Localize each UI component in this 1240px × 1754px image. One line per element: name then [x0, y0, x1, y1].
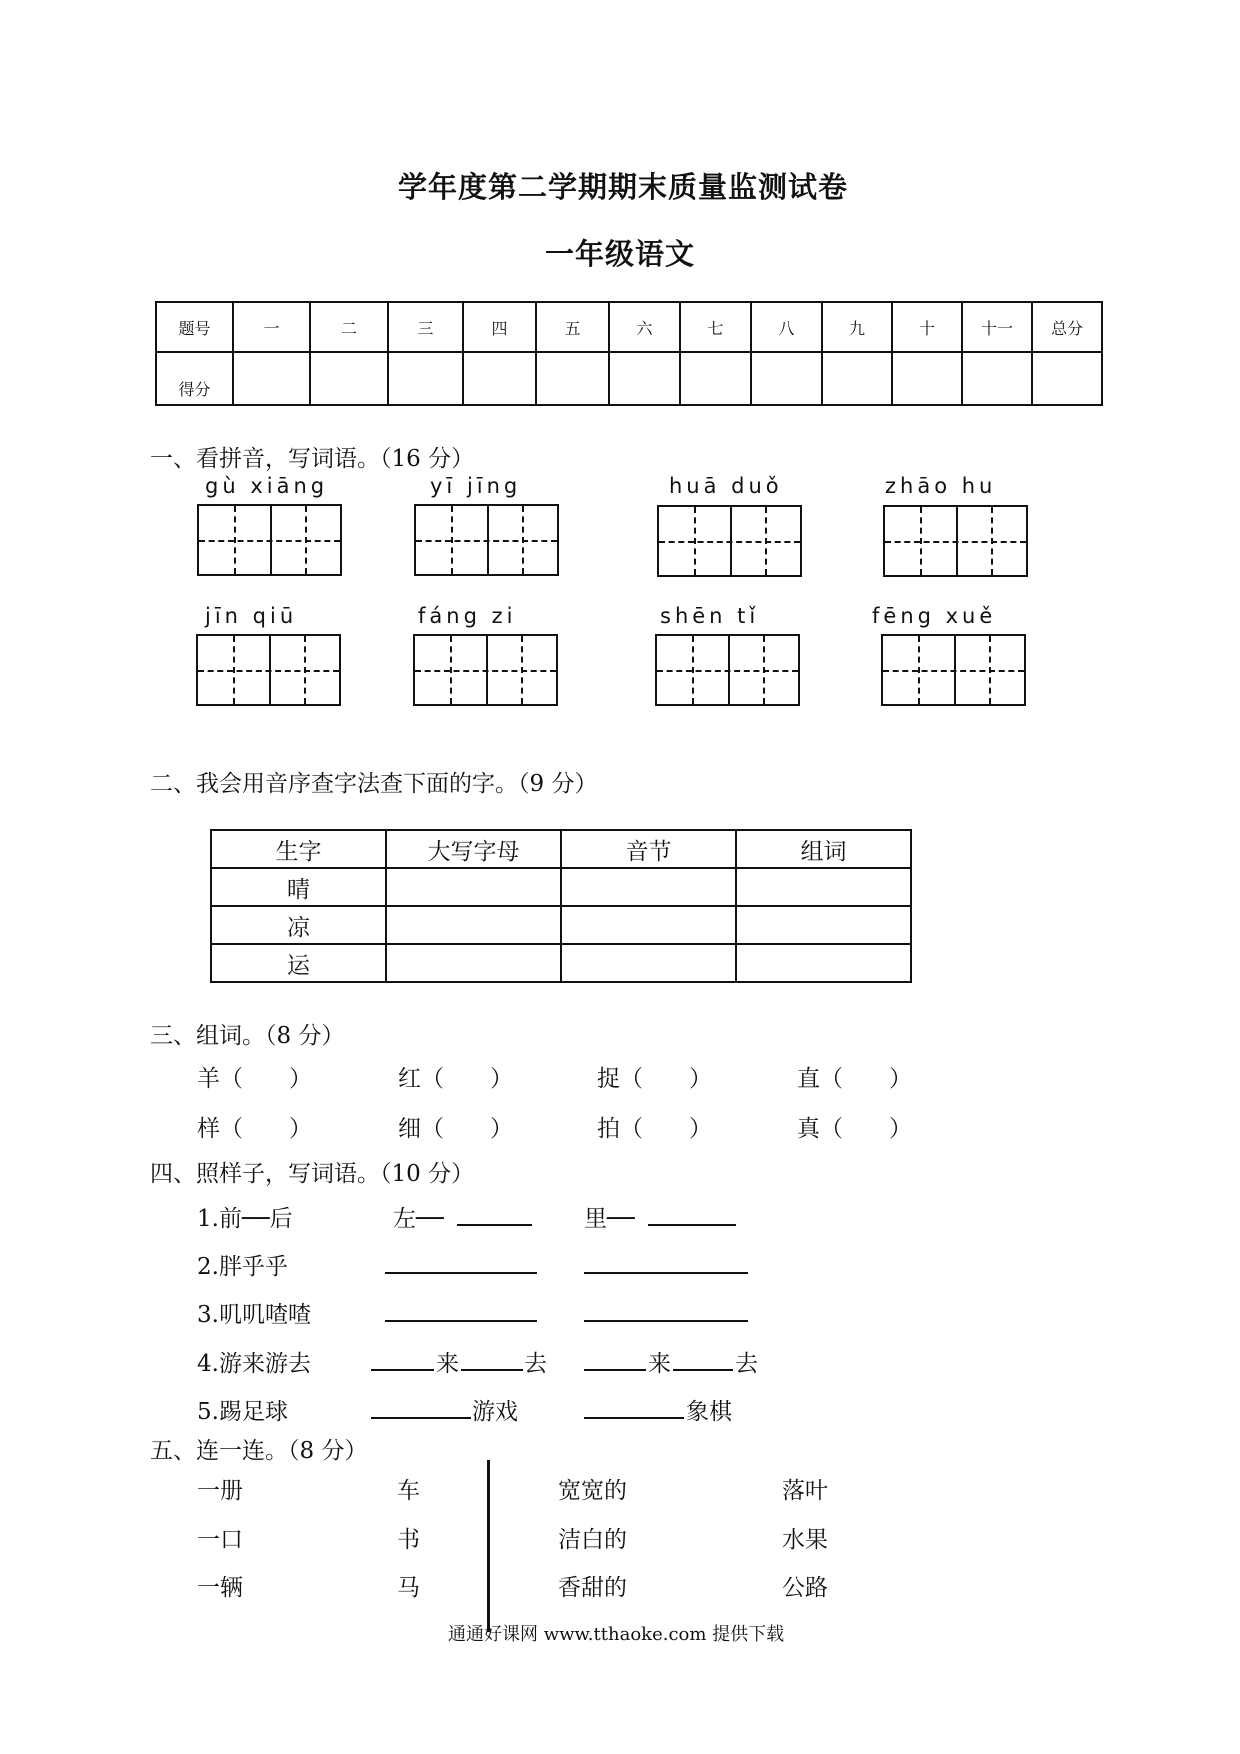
pinyin-label: gù xiāng [205, 474, 329, 498]
word-item: 样（ ） [197, 1116, 312, 1142]
example-word: 4.游来游去 [197, 1351, 311, 1377]
match-item-right[interactable]: 水果 [782, 1527, 828, 1553]
lookup-header-row [211, 830, 911, 868]
answer-blank[interactable] [457, 1202, 532, 1226]
lookup-header-cell: 大写字母 [386, 830, 561, 868]
match-item-right[interactable]: 马 [397, 1575, 420, 1601]
word-item: 直（ ） [797, 1066, 912, 1092]
example-word: 1.前──后 [197, 1206, 293, 1232]
fixed-word: 游戏 [472, 1399, 518, 1425]
score-cell: 十一 [962, 302, 1032, 352]
writing-grid[interactable] [657, 505, 802, 577]
answer-cell[interactable] [561, 868, 736, 906]
fixed-char: 来 [436, 1351, 459, 1377]
word-item: 红（ ） [398, 1066, 513, 1092]
score-cell: 九 [822, 302, 892, 352]
answer-blank[interactable] [584, 1298, 748, 1322]
writing-grid[interactable] [655, 634, 800, 706]
section4-heading: 四、照样子，写词语。（10 分） [150, 1161, 475, 1187]
score-input-cell[interactable] [822, 352, 892, 405]
score-cell: 总分 [1032, 302, 1102, 352]
pinyin-label: shēn tǐ [660, 604, 760, 628]
writing-grid[interactable] [196, 634, 341, 706]
lookup-header-cell: 组词 [736, 830, 911, 868]
section3-heading: 三、组词。（8 分） [150, 1023, 345, 1049]
writing-grid[interactable] [414, 504, 559, 576]
score-input-cell[interactable] [751, 352, 822, 405]
pinyin-label: huā duǒ [669, 474, 783, 498]
pinyin-label: jīn qiū [205, 604, 298, 628]
writing-grid[interactable] [881, 634, 1026, 706]
score-input-cell[interactable] [463, 352, 536, 405]
score-cell: 一 [233, 302, 310, 352]
match-item-left[interactable]: 一口 [197, 1527, 243, 1553]
antonym-prompt: 里── [584, 1206, 635, 1232]
answer-cell[interactable] [561, 944, 736, 982]
match-item-left[interactable]: 一册 [197, 1478, 243, 1504]
answer-blank[interactable] [584, 1250, 748, 1274]
answer-blank[interactable] [371, 1347, 434, 1371]
match-item-left[interactable]: 宽宽的 [558, 1478, 627, 1504]
lookup-row [211, 906, 911, 944]
score-cell: 五 [536, 302, 609, 352]
score-cell: 三 [388, 302, 463, 352]
lookup-header-cell: 生字 [211, 830, 386, 868]
answer-cell[interactable] [386, 944, 561, 982]
answer-cell[interactable] [736, 906, 911, 944]
score-cell: 二 [310, 302, 388, 352]
divider-line [487, 1460, 490, 1632]
score-cell: 七 [680, 302, 751, 352]
lookup-header-cell: 音节 [561, 830, 736, 868]
page-subtitle: 一年级语文 [545, 237, 696, 271]
match-item-right[interactable]: 落叶 [782, 1478, 828, 1504]
word-item: 真（ ） [797, 1116, 912, 1142]
answer-cell[interactable] [736, 868, 911, 906]
word-item: 羊（ ） [197, 1066, 312, 1092]
pinyin-label: zhāo hu [885, 474, 997, 498]
word-item: 细（ ） [398, 1116, 513, 1142]
match-item-right[interactable]: 书 [397, 1527, 420, 1553]
writing-grid[interactable] [197, 504, 342, 576]
score-cell: 十 [892, 302, 962, 352]
match-item-left[interactable]: 一辆 [197, 1575, 243, 1601]
fixed-char: 去 [524, 1351, 547, 1377]
lookup-char: 凉 [211, 906, 386, 944]
match-item-left[interactable]: 香甜的 [558, 1575, 627, 1601]
page-title: 学年度第二学期期末质量监测试卷 [398, 170, 849, 204]
score-input-cell[interactable] [310, 352, 388, 405]
example-word: 5.踢足球 [197, 1399, 288, 1425]
score-input-cell[interactable] [233, 352, 310, 405]
section5-heading: 五、连一连。（8 分） [150, 1438, 368, 1464]
lookup-char: 晴 [211, 868, 386, 906]
score-input-cell[interactable] [892, 352, 962, 405]
pinyin-label: fáng zi [418, 604, 517, 628]
score-label: 得分 [156, 352, 233, 405]
pinyin-label: fēng xuě [872, 604, 997, 628]
answer-blank[interactable] [371, 1395, 471, 1419]
answer-cell[interactable] [561, 906, 736, 944]
lookup-row [211, 944, 911, 982]
lookup-row [211, 868, 911, 906]
fixed-char: 来 [648, 1351, 671, 1377]
answer-blank[interactable] [673, 1347, 733, 1371]
score-cell: 八 [751, 302, 822, 352]
score-table [155, 301, 1103, 406]
answer-blank[interactable] [461, 1347, 523, 1371]
score-input-cell[interactable] [536, 352, 609, 405]
score-input-cell[interactable] [680, 352, 751, 405]
answer-blank[interactable] [385, 1250, 537, 1274]
lookup-table [210, 829, 912, 983]
answer-cell[interactable] [386, 906, 561, 944]
footer-text: 通通好课网 www.tthaoke.com 提供下载 [448, 1624, 785, 1645]
answer-blank[interactable] [385, 1298, 537, 1322]
score-input-cell[interactable] [609, 352, 680, 405]
lookup-char: 运 [211, 944, 386, 982]
score-table-header-row [156, 302, 1102, 352]
match-item-left[interactable]: 洁白的 [558, 1527, 627, 1553]
fixed-word: 象棋 [686, 1399, 732, 1425]
answer-blank[interactable] [648, 1202, 736, 1226]
answer-cell[interactable] [386, 868, 561, 906]
word-item: 捉（ ） [597, 1066, 712, 1092]
match-item-right[interactable]: 车 [397, 1478, 420, 1504]
answer-cell[interactable] [736, 944, 911, 982]
score-input-cell[interactable] [1032, 352, 1102, 405]
example-word: 3.叽叽喳喳 [197, 1302, 311, 1328]
word-item: 拍（ ） [597, 1116, 712, 1142]
score-cell: 六 [609, 302, 680, 352]
score-input-cell[interactable] [962, 352, 1032, 405]
score-table-score-row [156, 352, 1102, 405]
writing-grid[interactable] [883, 505, 1028, 577]
match-item-right[interactable]: 公路 [782, 1575, 828, 1601]
score-input-cell[interactable] [388, 352, 463, 405]
pinyin-label: yī jīng [430, 474, 522, 498]
fixed-char: 去 [735, 1351, 758, 1377]
answer-blank[interactable] [584, 1395, 684, 1419]
score-cell: 四 [463, 302, 536, 352]
score-cell: 题号 [156, 302, 233, 352]
writing-grid[interactable] [413, 634, 558, 706]
antonym-prompt: 左── [393, 1206, 444, 1232]
section1-heading: 一、看拼音，写词语。（16 分） [150, 446, 475, 472]
example-word: 2.胖乎乎 [197, 1254, 288, 1280]
answer-blank[interactable] [584, 1347, 646, 1371]
section2-heading: 二、我会用音序查字法查下面的字。（9 分） [150, 771, 598, 797]
